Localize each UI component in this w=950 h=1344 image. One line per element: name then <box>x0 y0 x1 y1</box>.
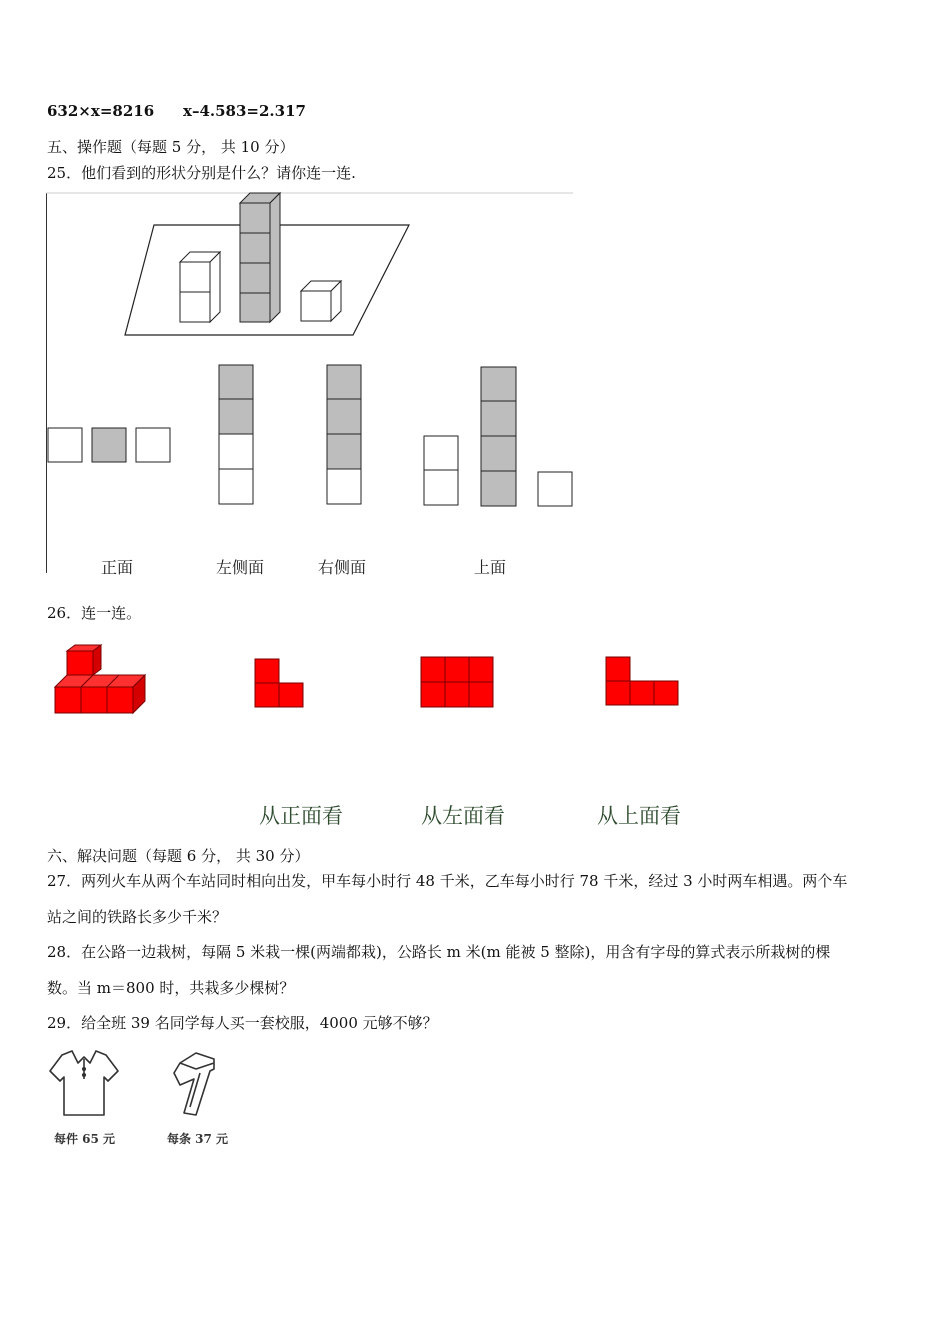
question-27-line1: 27．两列火车从两个车站同时相向出发，甲车每小时行 48 千米，乙车每小时行 78 千米，经过 3 小时两车相遇。两个车 <box>47 872 848 890</box>
pants-price: 每条 37 元 <box>167 1132 229 1146</box>
view-label-from-front: 从正面看 <box>259 804 343 828</box>
view-label-left: 左侧面 <box>216 558 265 577</box>
question-28-line1: 28．在公路一边栽树，每隔 5 米栽一棵(两端都栽)，公路长 m 米(m 能被 5 整除)，用含有字母的算式表示所栽树的棵 <box>47 943 831 961</box>
view-label-top: 上面 <box>474 558 507 577</box>
section-6-title: 六、解决问题（每题 6 分， 共 30 分） <box>47 847 310 865</box>
section-5-title: 五、操作题（每题 5 分， 共 10 分） <box>47 138 295 156</box>
shirt-icon <box>48 1047 120 1119</box>
red-view-shape-3 <box>605 655 681 707</box>
view-left-shape <box>219 365 253 504</box>
q25-figure <box>46 190 576 575</box>
question-27-line2: 站之间的铁路长多少千米？ <box>47 908 228 926</box>
cube-stack-left <box>180 252 220 322</box>
cube-stack-middle <box>240 193 280 322</box>
red-view-shape-1 <box>254 657 306 709</box>
view-label-from-top: 从上面看 <box>597 804 681 828</box>
view-right-shape <box>327 365 361 504</box>
view-front-shape <box>48 428 170 462</box>
pants-icon <box>170 1049 226 1121</box>
question-29-text: 29．给全班 39 名同学每人买一套校服，4000 元够不够？ <box>47 1014 438 1032</box>
question-26-text: 26．连一连。 <box>47 604 142 622</box>
shirt-price: 每件 65 元 <box>54 1132 116 1146</box>
view-label-front: 正面 <box>101 558 134 577</box>
equation-2: x–4.583=2.317 <box>183 102 306 120</box>
cube-stack-right <box>301 281 341 321</box>
equation-1: 632×x=8216 <box>47 102 155 120</box>
view-label-right: 右侧面 <box>318 558 367 577</box>
question-28-line2: 数。当 m＝800 时，共栽多少棵树？ <box>47 979 295 997</box>
view-label-from-left: 从左面看 <box>421 804 505 828</box>
red-solid-3d <box>53 643 153 718</box>
red-view-shape-2 <box>420 655 496 709</box>
question-25-text: 25．他们看到的形状分别是什么？请你连一连. <box>47 164 356 182</box>
view-top-shape <box>424 367 572 506</box>
